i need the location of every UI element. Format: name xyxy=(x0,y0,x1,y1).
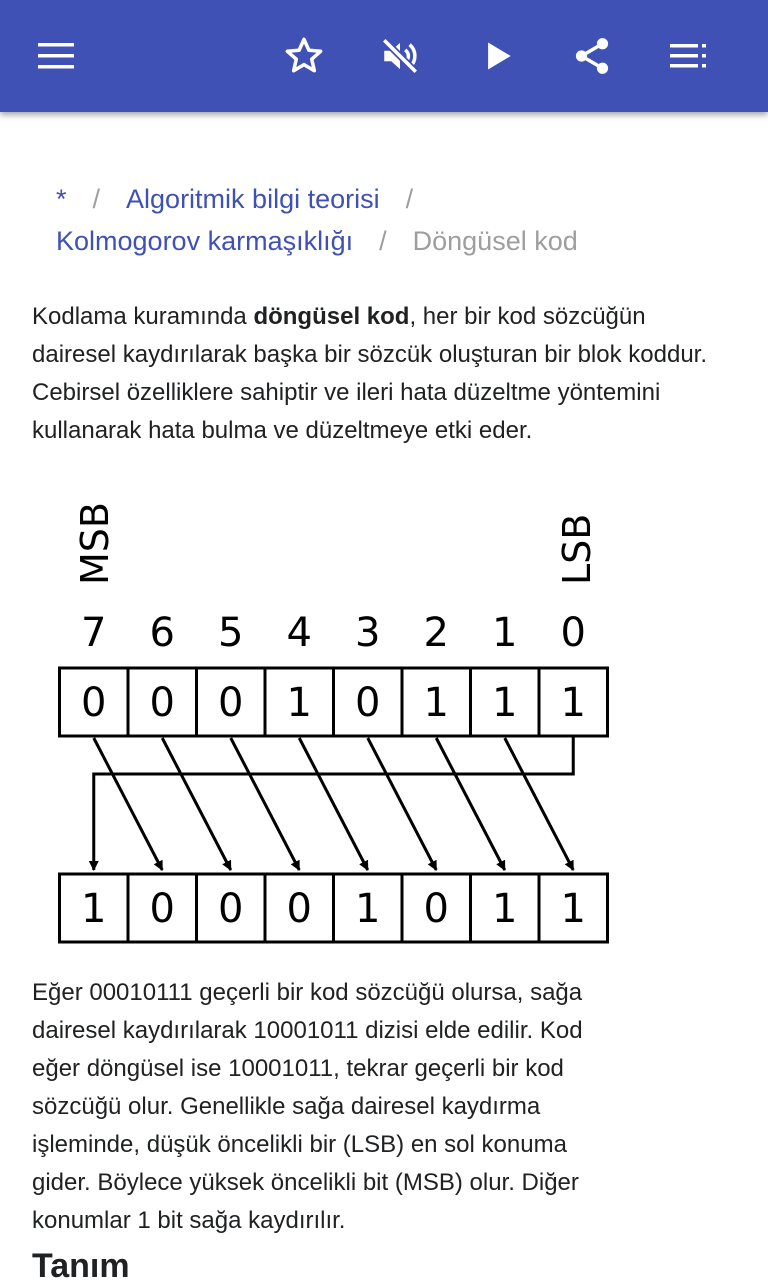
breadcrumb-current: Döngüsel kod xyxy=(412,226,578,256)
original-bit: 1 xyxy=(423,680,449,726)
intro-text-rest: , her bir kod sözcüğün dairesel kaydırılarak başka bir sözcük oluşturan bir blok koddur. Cebirsel özelliklere sahiptir ve ileri hata düzeltme yöntemini kullanarak hata bulma ve düzeltmeye etki eder. xyxy=(32,303,707,444)
bit-position-label: 6 xyxy=(149,610,175,656)
bit-position-label: 0 xyxy=(560,610,586,656)
original-bit: 0 xyxy=(355,680,381,726)
toc-icon xyxy=(668,41,708,71)
bookmark-button[interactable] xyxy=(276,28,332,84)
breadcrumb-separator: / xyxy=(405,184,414,214)
shifted-bit: 1 xyxy=(81,886,107,932)
menu-button[interactable] xyxy=(28,28,84,84)
breadcrumb-link-root[interactable]: * xyxy=(56,184,67,214)
shifted-bit: 1 xyxy=(560,886,586,932)
breadcrumb-link-algorithmic-information-theory[interactable]: Algoritmik bilgi teorisi xyxy=(126,184,380,214)
share-icon xyxy=(571,35,613,77)
shifted-bit: 0 xyxy=(423,886,449,932)
breadcrumb-separator: / xyxy=(379,226,387,256)
cyclic-shift-diagram xyxy=(40,490,640,960)
shift-arrow xyxy=(162,738,231,870)
section-title: Tanım xyxy=(32,1247,130,1285)
bit-position-label: 7 xyxy=(81,610,107,656)
shifted-bit: 1 xyxy=(492,886,518,932)
breadcrumb xyxy=(56,178,736,262)
original-bit: 0 xyxy=(81,680,107,726)
original-bit: 1 xyxy=(286,680,312,726)
bit-position-label: 5 xyxy=(218,610,244,656)
intro-bold-term: döngüsel kod xyxy=(253,303,410,330)
original-bit: 1 xyxy=(492,680,518,726)
shift-arrow xyxy=(505,738,574,870)
app-bar xyxy=(0,0,768,112)
lsb-label: LSB xyxy=(555,513,599,585)
breadcrumb-separator: / xyxy=(92,184,101,214)
shifted-bit: 0 xyxy=(286,886,312,932)
volume-off-icon xyxy=(379,35,421,77)
explanation-paragraph: Eğer 00010111 geçerli bir kod sözcüğü olursa, sağa dairesel kaydırılarak 10001011 dizisi elde edilir. Kod eğer döngüsel ise 10001011, tekrar geçerli bir kod sözcüğü olur. Genellikle sağa dairesel kaydırma işleminde, düşük öncelikli bir (LSB) en sol konuma gider. Böylece yüksek öncelikli bit (MSB) olur. Diğer konumlar 1 bit sağa kaydırılır. xyxy=(32,979,583,1234)
original-bit: 1 xyxy=(560,680,586,726)
cyclic-shift-figure xyxy=(40,490,640,965)
contents-button[interactable] xyxy=(660,28,716,84)
shift-arrow xyxy=(231,738,300,870)
shift-arrow xyxy=(368,738,437,870)
shift-arrow xyxy=(94,738,163,870)
shifted-bit: 1 xyxy=(355,886,381,932)
shifted-bit: 0 xyxy=(149,886,175,932)
intro-paragraph xyxy=(32,298,732,450)
breadcrumb-link-kolmogorov-complexity[interactable]: Kolmogorov karmaşıklığı xyxy=(56,226,354,256)
intro-text-start: Kodlama kuramında xyxy=(32,303,254,330)
shifted-bit: 0 xyxy=(218,886,244,932)
share-button[interactable] xyxy=(564,28,620,84)
bit-position-label: 3 xyxy=(355,610,381,656)
play-button[interactable] xyxy=(470,28,526,84)
bit-position-label: 2 xyxy=(423,610,449,656)
mute-button[interactable] xyxy=(372,28,428,84)
original-bit: 0 xyxy=(149,680,175,726)
menu-icon xyxy=(36,40,76,72)
shift-arrow xyxy=(436,738,505,870)
msb-label: MSB xyxy=(73,502,117,585)
original-bit: 0 xyxy=(218,680,244,726)
star-icon xyxy=(283,35,325,77)
bit-position-label: 1 xyxy=(492,610,518,656)
shift-arrow xyxy=(299,738,368,870)
play-icon xyxy=(481,39,515,73)
bit-position-label: 4 xyxy=(286,610,312,656)
